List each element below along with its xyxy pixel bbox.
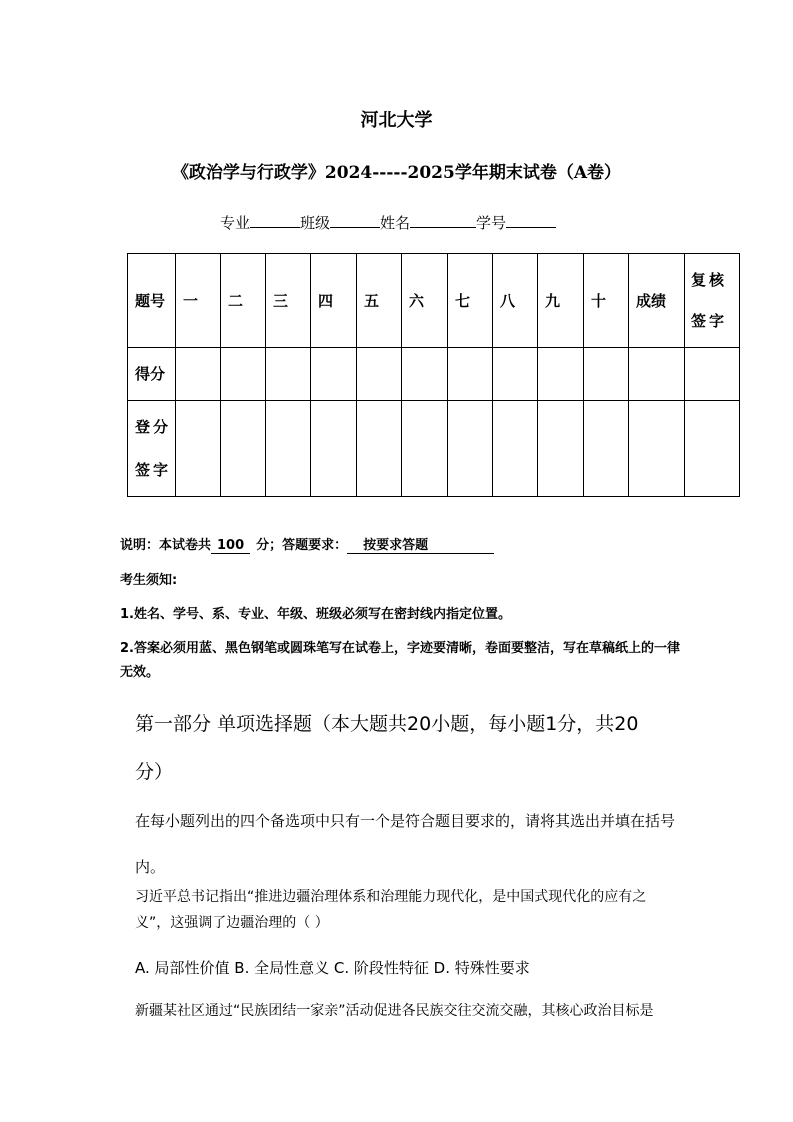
header-row <box>128 254 740 348</box>
score-row-label: 得分 <box>128 348 176 401</box>
sign-input-cell[interactable] <box>402 401 448 497</box>
desc-mid: 分；答题要求： <box>256 538 348 553</box>
sign-input-cell[interactable] <box>493 401 538 497</box>
notice-title: 考生须知: <box>120 573 178 588</box>
score-input-cell[interactable] <box>629 348 685 401</box>
student-id-label: 学号 <box>476 214 507 232</box>
header-cell: 九 <box>538 254 584 348</box>
header-cell: 八 <box>493 254 538 348</box>
section-instruction: 在每小题列出的四个备选项中只有一个是符合题目要求的，请将其选出并填在括号内。 <box>135 812 676 876</box>
major-blank <box>250 213 300 228</box>
header-cell: 五 <box>357 254 402 348</box>
question-text: 习近平总书记指出“推进边疆治理体系和治理能力现代化，是中国式现代化的应有之义”，这强调了边疆治理的（ ） <box>135 889 647 931</box>
review-label-line: 复核 <box>691 270 728 289</box>
score-input-cell[interactable] <box>538 348 584 401</box>
sign-input-cell[interactable] <box>538 401 584 497</box>
header-cell: 七 <box>448 254 493 348</box>
score-input-cell[interactable] <box>357 348 402 401</box>
total-score-value: 100 <box>211 538 250 554</box>
header-cell: 四 <box>311 254 357 348</box>
sign-input-cell[interactable] <box>685 401 740 497</box>
header-cell: 题号 <box>128 254 176 348</box>
answer-requirement: 按要求答题 <box>347 534 494 554</box>
review-sign-cell <box>685 254 740 348</box>
sign-row <box>128 401 740 497</box>
major-label: 专业 <box>220 214 251 232</box>
score-table <box>127 253 740 497</box>
exam-description <box>120 534 494 554</box>
header-cell: 六 <box>402 254 448 348</box>
university-name: 河北大学 <box>360 110 433 131</box>
score-input-cell[interactable] <box>311 348 357 401</box>
header-cell: 十 <box>584 254 629 348</box>
question-options: A. 局部性价值 B. 全局性意义 C. 阶段性特征 D. 特殊性要求 <box>135 959 530 977</box>
score-input-cell[interactable] <box>221 348 266 401</box>
score-input-cell[interactable] <box>176 348 221 401</box>
sign-input-cell[interactable] <box>357 401 402 497</box>
exam-title: 《政治学与行政学》2024-----2025学年期末试卷（A卷） <box>171 163 622 183</box>
sign-input-cell[interactable] <box>448 401 493 497</box>
class-blank <box>330 213 380 228</box>
sign-input-cell[interactable] <box>221 401 266 497</box>
header-cell: 一 <box>176 254 221 348</box>
score-input-cell[interactable] <box>448 348 493 401</box>
student-id-blank <box>506 213 556 228</box>
score-input-cell[interactable] <box>266 348 311 401</box>
notice-item: 1.姓名、学号、系、专业、年级、班级必须写在密封线内指定位置。 <box>120 607 511 622</box>
sign-row-label <box>128 401 176 497</box>
sign-label-line: 签字 <box>135 460 172 479</box>
section-title: 第一部分 单项选择题（本大题共20小题，每小题1分，共20分） <box>135 713 639 783</box>
score-input-cell[interactable] <box>685 348 740 401</box>
sign-label-line: 登分 <box>135 417 172 436</box>
header-cell: 二 <box>221 254 266 348</box>
header-cell: 三 <box>266 254 311 348</box>
header-cell: 成绩 <box>629 254 685 348</box>
sign-input-cell[interactable] <box>311 401 357 497</box>
notice-item: 2.答案必须用蓝、黑色钢笔或圆珠笔写在试卷上，字迹要清晰，卷面要整洁，写在草稿纸上的一律无效。 <box>120 641 680 680</box>
score-row <box>128 348 740 401</box>
question-text: 新疆某社区通过“民族团结一家亲”活动促进各民族交往交流交融，其核心政治目标是 <box>135 1003 654 1019</box>
sign-input-cell[interactable] <box>266 401 311 497</box>
sign-input-cell[interactable] <box>584 401 629 497</box>
desc-prefix: 说明：本试卷共 <box>120 538 212 553</box>
student-info-line <box>220 212 556 233</box>
score-input-cell[interactable] <box>402 348 448 401</box>
review-label-line: 签字 <box>691 311 728 330</box>
name-label: 姓名 <box>380 214 411 232</box>
sign-input-cell[interactable] <box>176 401 221 497</box>
score-input-cell[interactable] <box>493 348 538 401</box>
class-label: 班级 <box>300 214 331 232</box>
name-blank <box>410 213 476 228</box>
score-input-cell[interactable] <box>584 348 629 401</box>
sign-input-cell[interactable] <box>629 401 685 497</box>
